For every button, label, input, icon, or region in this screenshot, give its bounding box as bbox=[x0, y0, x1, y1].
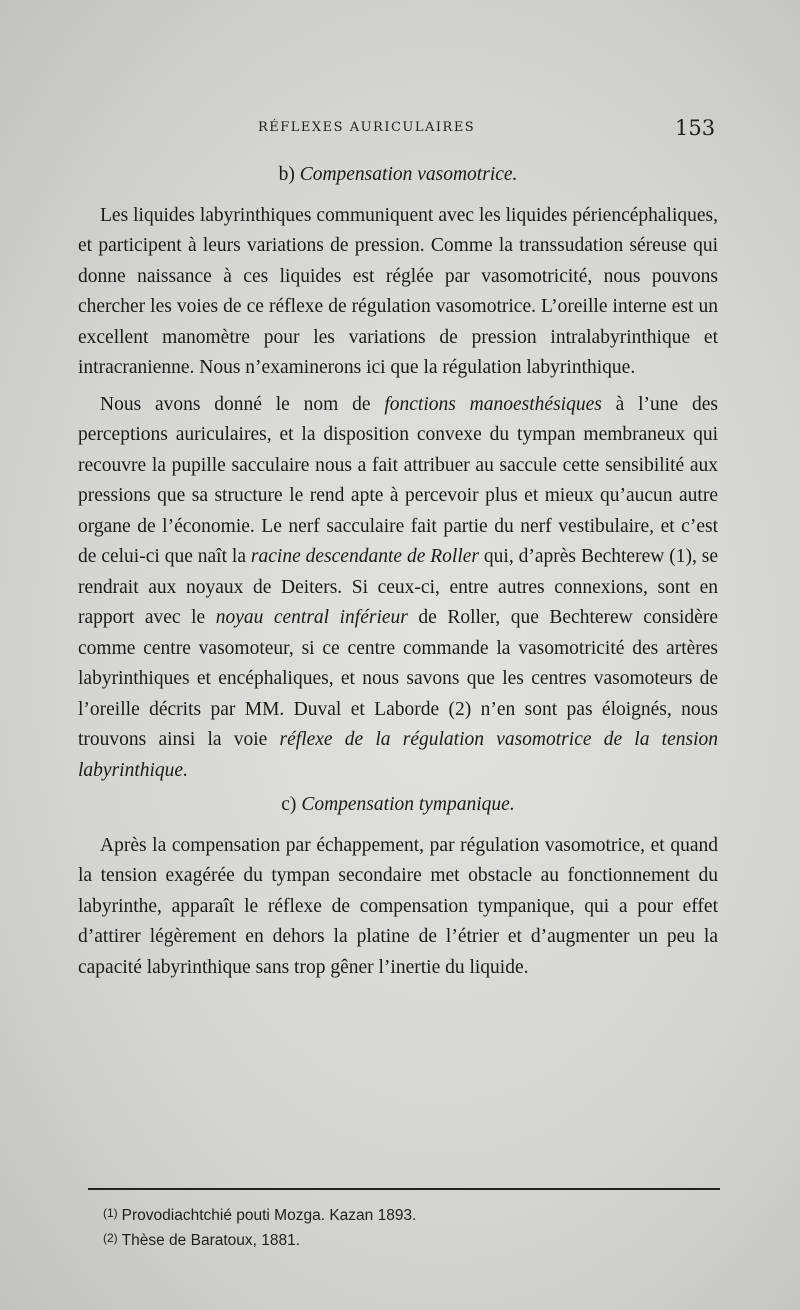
body-text bbox=[78, 160, 718, 983]
paragraph-2-text-1: Nous avons donné le nom de bbox=[100, 393, 385, 415]
footnote-2-text: Thèse de Baratoux, 1881. bbox=[121, 1232, 301, 1249]
section-c-heading bbox=[78, 790, 718, 821]
paragraph-2-text-4: de Roller, que Bechterew considère comme centre vasomoteur, si ce centre commande la vasomotricité des artères labyrinthiques et encéphaliques, et nous savons que les centres vasomoteurs de l’oreille décrits par MM. Duval et Laborde (2) n’en sont pas éloignés, nous trouvons ainsi la voie bbox=[78, 607, 718, 750]
term-reflexe-regulation: réflexe de la régulation vasomotrice de la tension labyrinthique. bbox=[78, 729, 718, 781]
section-b-title: Compensation vasomotrice. bbox=[299, 164, 518, 185]
page-number: 153 bbox=[675, 116, 716, 140]
footnotes bbox=[103, 1202, 416, 1252]
section-c-title: Compensation tympanique. bbox=[301, 794, 515, 815]
term-noyau-central: noyau central inférieur bbox=[215, 607, 408, 628]
footnote-rule bbox=[88, 1188, 720, 1190]
section-b-heading bbox=[78, 160, 718, 191]
section-b-label: b) bbox=[278, 164, 295, 185]
paragraph-3: Après la compensation par échappement, par régulation vasomotrice, et quand la tension exagérée du tympan secondaire met obstacle au fonctionnement du labyrinthe, apparaît le réflexe de compensation tympanique, qui a pour effet d’attirer légèrement en dehors la platine de l’étrier et d’augmenter un peu la capacité labyrinthique sans trop gêner l’inertie du liquide. bbox=[78, 834, 718, 978]
footnote-2-mark: (2) bbox=[103, 1231, 118, 1245]
term-racine-descendante: racine descendante de Roller bbox=[250, 546, 480, 567]
paragraph-2-text-3: qui, d’après Bechterew (1), se rendrait aux noyaux de Deiters. Si ceux-ci, entre autres connexions, sont en rapport avec le bbox=[78, 546, 718, 628]
footnote-1-text: Provodiachtchié pouti Mozga. Kazan 1893. bbox=[121, 1207, 417, 1224]
paragraph-2 bbox=[78, 390, 718, 787]
section-c-label: c) bbox=[281, 794, 297, 815]
running-head: RÉFLEXES AURICULAIRES bbox=[258, 120, 476, 135]
term-fonctions-manoesthesiques: fonctions manoesthésiques bbox=[384, 393, 602, 415]
footnote-2 bbox=[103, 1227, 416, 1252]
footnote-1 bbox=[103, 1202, 416, 1227]
footnote-1-mark: (1) bbox=[103, 1206, 118, 1220]
paragraph-2-text-2: à l’une des perceptions auriculaires, et la disposition convexe du tympan membraneux qui recouvre la pupille sacculaire nous a fait attribuer au saccule cette sensibilité aux pressions que sa structure le rend apte à percevoir plus et mieux qu’aucun autre organe de l’économie. Le nerf sacculaire fait partie du nerf vestibulaire, et c’est de celui-ci que naît la bbox=[78, 393, 718, 567]
paragraph-1: Les liquides labyrinthiques communiquent avec les liquides périencéphaliques, et participent à leurs variations de pression. Comme la transsudation séreuse qui donne naissance à ces liquides est réglée par vasomotricité, nous pouvons chercher les voies de ce réflexe de régulation vasomotrice. L’oreille interne est un excellent manomètre pour les variations de pression intralabyrinthique et intracranienne. Nous n’examinerons ici que la régulation labyrinthique. bbox=[78, 204, 718, 378]
